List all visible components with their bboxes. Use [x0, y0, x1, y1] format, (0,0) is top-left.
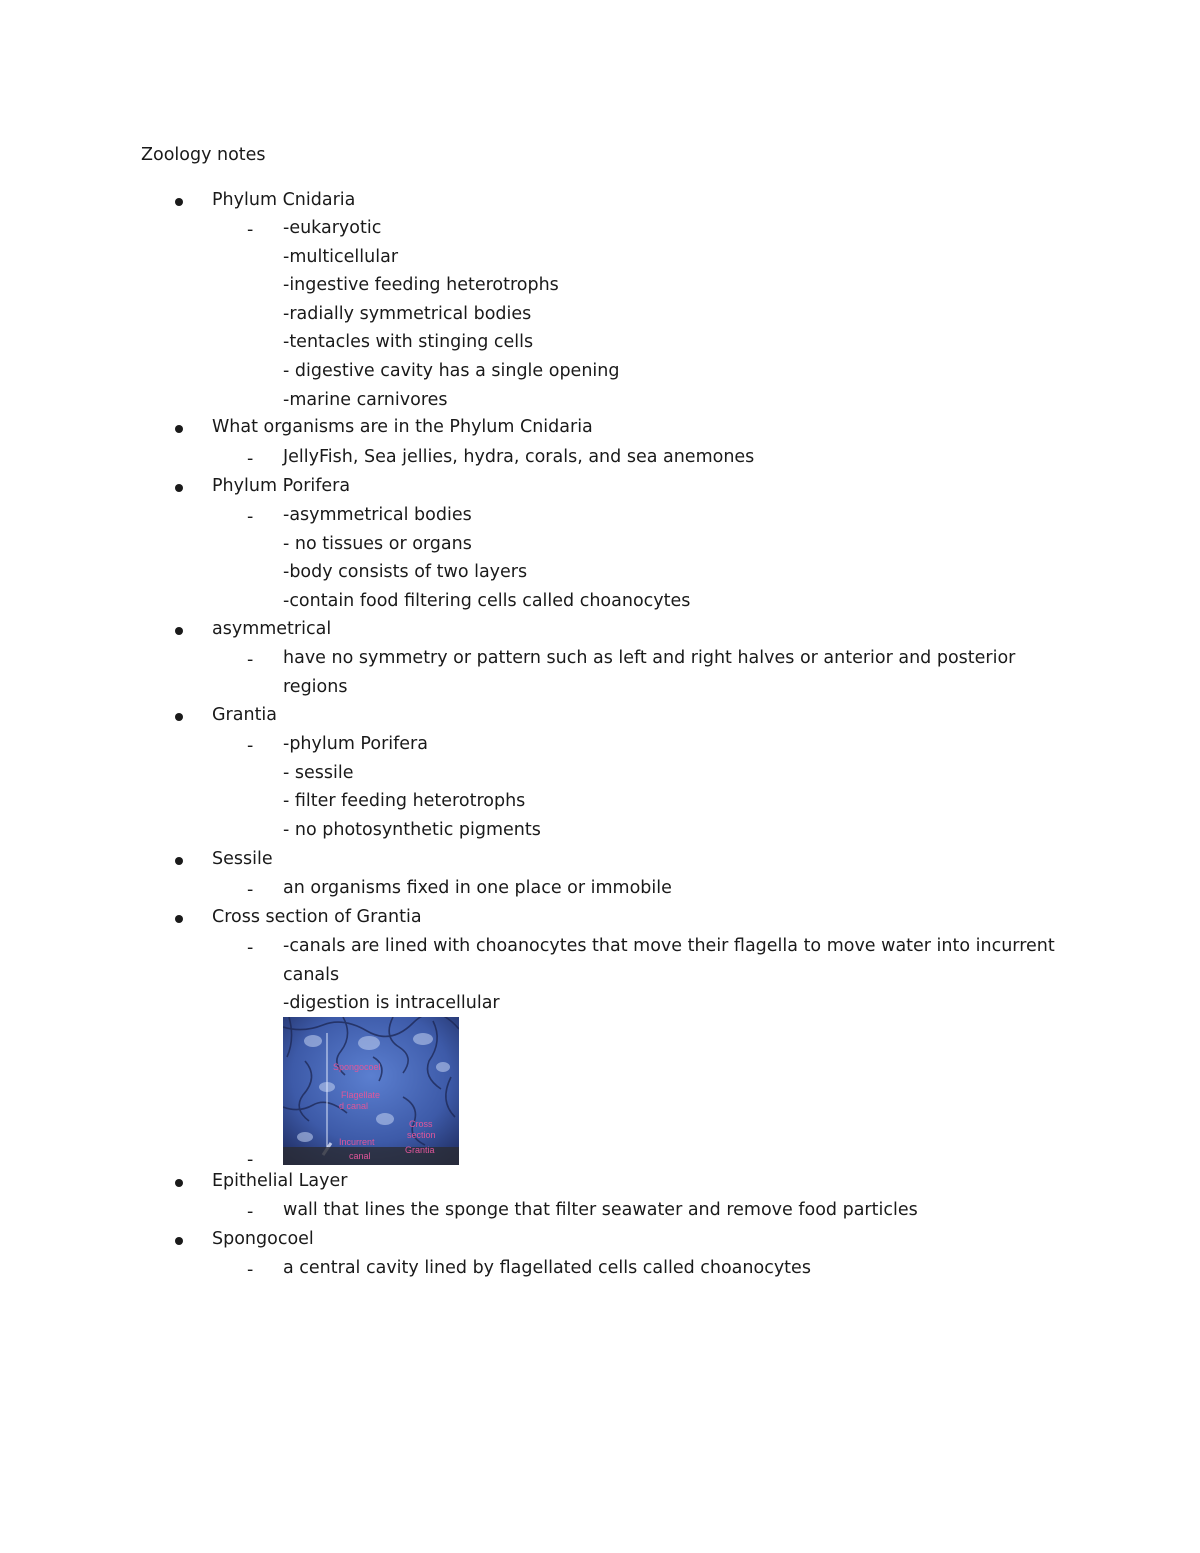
list-item: canals	[283, 964, 340, 985]
spongocoel-definition	[283, 1254, 1073, 1283]
heading-phylum-cnidaria: Phylum Cnidaria	[212, 190, 356, 210]
heading-grantia: Grantia	[212, 705, 278, 725]
label-cross-section: section	[407, 1130, 436, 1140]
sessile-definition	[283, 874, 1073, 903]
list-item: - filter feeding heterotrophs	[283, 791, 526, 812]
dash-marker: -	[247, 1260, 254, 1280]
list-item: -phylum Porifera	[283, 734, 428, 754]
heading-epithelial-layer: Epithelial Layer	[212, 1171, 348, 1191]
list-item: a central cavity lined by flagellated cells called choanocytes	[283, 1258, 811, 1278]
dash-marker: -	[247, 220, 254, 240]
list-item: - digestive cavity has a single opening	[283, 360, 620, 381]
list-item: -eukaryotic	[283, 218, 382, 238]
dash-marker: -	[247, 1202, 254, 1222]
bullet	[174, 849, 184, 873]
asymmetrical-definition	[283, 644, 1073, 701]
list-item: -body consists of two layers	[283, 562, 528, 583]
heading-cross-section: Cross section of Grantia	[212, 907, 422, 927]
dash-marker: -	[247, 650, 254, 670]
heading-asymmetrical: asymmetrical	[212, 619, 332, 639]
dash-marker: -	[247, 880, 254, 900]
dash-marker: -	[247, 449, 254, 469]
bullet	[174, 476, 184, 500]
grantia-traits	[283, 730, 1073, 844]
bullet	[174, 190, 184, 214]
dash-marker: -	[247, 1150, 254, 1170]
label-cross-section: Cross	[409, 1119, 433, 1129]
label-incurrent: canal	[349, 1151, 371, 1161]
bullet	[174, 417, 184, 441]
porifera-traits	[283, 501, 1073, 615]
label-flagellated: d canal	[339, 1101, 369, 1111]
list-item: -ingestive feeding heterotrophs	[283, 275, 559, 296]
list-item: wall that lines the sponge that filter seawater and remove food particles	[283, 1200, 918, 1220]
list-item: - sessile	[283, 762, 354, 783]
list-item: -digestion is intracellular	[283, 993, 500, 1014]
list-item: - no photosynthetic pigments	[283, 819, 541, 840]
epithelial-definition	[283, 1196, 1073, 1225]
label-incurrent: Incurrent	[339, 1137, 375, 1147]
list-item: -marine carnivores	[283, 389, 448, 410]
label-cross-section: Grantia	[405, 1145, 435, 1155]
list-item: -canals are lined with choanocytes that move their flagella to move water into incurrent	[283, 936, 1055, 956]
dash-marker: -	[247, 507, 254, 527]
bullet	[174, 1229, 184, 1253]
list-item: regions	[283, 676, 348, 697]
bullet	[174, 705, 184, 729]
list-item: have no symmetry or pattern such as left and right halves or anterior and posterior	[283, 648, 1016, 668]
dash-marker: -	[247, 736, 254, 756]
grantia-cross-section-image	[283, 1017, 459, 1165]
heading-spongocoel: Spongocoel	[212, 1229, 314, 1249]
label-spongocoel: Spongocoel	[333, 1062, 381, 1072]
cross-section-notes	[283, 932, 1073, 1018]
page-title: Zoology notes	[141, 145, 266, 165]
list-item: -tentacles with stinging cells	[283, 332, 534, 353]
cnidaria-organisms	[283, 443, 1073, 472]
heading-cnidaria-organisms: What organisms are in the Phylum Cnidaria	[212, 417, 593, 437]
list-item: -contain food filtering cells called choanocytes	[283, 590, 691, 611]
list-item: -asymmetrical bodies	[283, 505, 472, 525]
list-item: -radially symmetrical bodies	[283, 303, 532, 324]
bullet	[174, 1171, 184, 1195]
list-item: -multicellular	[283, 246, 399, 267]
heading-phylum-porifera: Phylum Porifera	[212, 476, 351, 496]
bullet	[174, 619, 184, 643]
list-item: - no tissues or organs	[283, 533, 472, 554]
list-item: JellyFish, Sea jellies, hydra, corals, and sea anemones	[283, 447, 755, 467]
dash-marker: -	[247, 938, 254, 958]
bullet	[174, 907, 184, 931]
label-flagellated: Flagellate	[341, 1090, 381, 1100]
heading-sessile: Sessile	[212, 849, 273, 869]
list-item: an organisms fixed in one place or immobile	[283, 878, 672, 898]
cnidaria-traits	[283, 214, 1073, 414]
